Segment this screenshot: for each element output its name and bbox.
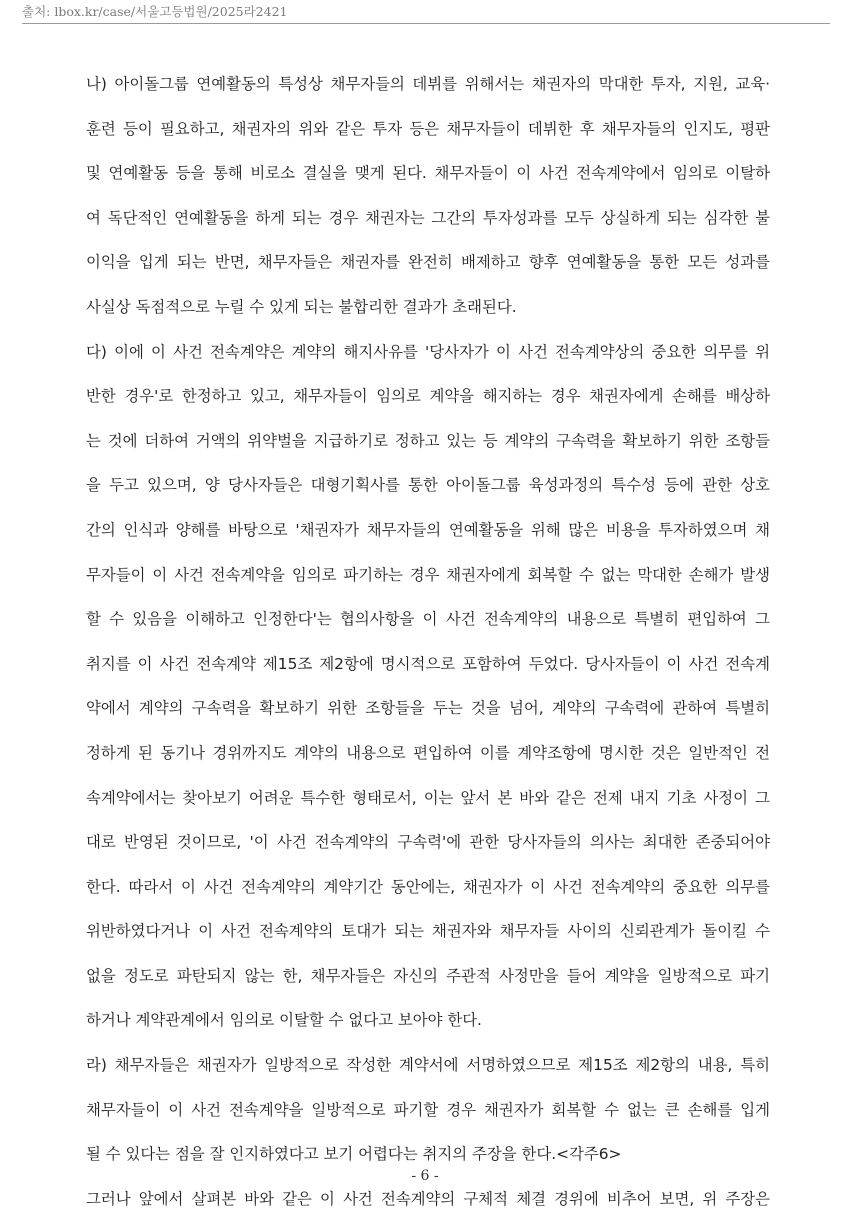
body-text-line: 이익을 입게 되는 반면, 채무자들은 채권자를 완전히 배제하고 향후 연예활동을 통한 모든 성과를 (86, 253, 770, 272)
body-text-line: 하거나 계약관계에서 임의로 이탈할 수 없다고 보아야 한다. (86, 1011, 482, 1030)
body-text-line: 는 것에 더하여 거액의 위약벌을 지급하기로 정하고 있는 등 계약의 구속력을 확보하기 위한 조항들 (86, 431, 770, 450)
body-text-line: 할 수 있음을 이해하고 인정한다'는 협의사항을 이 사건 전속계약의 내용으로 특별히 편입하여 그 (86, 610, 770, 629)
body-text-line: 대로 반영된 것이므로, '이 사건 전속계약의 구속력'에 관한 당사자들의 의사는 최대한 존중되어야 (86, 833, 770, 852)
body-text-line: 훈련 등이 필요하고, 채권자의 위와 같은 투자 등은 채무자들이 데뷔한 후 채무자들의 인지도, 평판 (86, 119, 770, 138)
body-text-line: 위반하였다거나 이 사건 전속계약의 토대가 되는 채권자와 채무자들 사이의 신뢰관계가 돌이킬 수 (86, 922, 770, 941)
body-text-line: 정하게 된 동기나 경위까지도 계약의 내용으로 편입하여 이를 계약조항에 명시한 것은 일반적인 전 (86, 743, 770, 762)
body-text-line: 무자들이 이 사건 전속계약을 임의로 파기하는 경우 채권자에게 회복할 수 없는 막대한 손해가 발생 (86, 565, 770, 584)
document-body (86, 69, 770, 1228)
body-text-line: 및 연예활동 등을 통해 비로소 결실을 맺게 된다. 채무자들이 이 사건 전속계약에서 임의로 이탈하 (86, 164, 770, 183)
body-text-line: 약에서 계약의 구속력을 확보하기 위한 조항들을 두는 것을 넘어, 계약의 구속력에 관하여 특별히 (86, 699, 770, 718)
body-text-line: 속계약에서는 찾아보기 어려운 특수한 형태로서, 이는 앞서 본 바와 같은 전제 내지 기초 사정이 그 (86, 788, 770, 807)
body-text-line: 한다. 따라서 이 사건 전속계약의 계약기간 동안에는, 채권자가 이 사건 전속계약의 중요한 의무를 (86, 877, 770, 896)
page-number: - 6 - (411, 1168, 439, 1184)
body-text-line: 여 독단적인 연예활동을 하게 되는 경우 채권자는 그간의 투자성과를 모두 상실하게 되는 심각한 불 (86, 208, 770, 227)
body-text-line: 취지를 이 사건 전속계약 제15조 제2항에 명시적으로 포함하여 두었다. 당사자들이 이 사건 전속계 (86, 654, 770, 673)
source-url-header: 출처: lbox.kr/case/서울고등법원/2025라2421 (22, 4, 288, 19)
body-text-line: 그러나 앞에서 살펴본 바와 같은 이 사건 전속계약의 구체적 체결 경위에 비추어 보면, 위 주장은 (86, 1189, 770, 1208)
body-text-line: 반한 경우'로 한정하고 있고, 채무자들이 임의로 계약을 해지하는 경우 채권자에게 손해를 배상하 (86, 387, 770, 406)
body-text-line: 채무자들이 이 사건 전속계약을 일방적으로 파기할 경우 채권자가 회복할 수 없는 큰 손해를 입게 (86, 1100, 770, 1119)
body-text-line: 사실상 독점적으로 누릴 수 있게 되는 불합리한 결과가 초래된다. (86, 297, 517, 316)
body-text-line: 간의 인식과 양해를 바탕으로 '채권자가 채무자들의 연예활동을 위해 많은 비용을 투자하였으며 채 (86, 520, 770, 539)
body-text-line: 을 두고 있으며, 양 당사자들은 대형기획사를 통한 아이돌그룹 육성과정의 특수성 등에 관한 상호 (86, 476, 770, 495)
body-text-line: 라) 채무자들은 채권자가 일방적으로 작성한 계약서에 서명하였으므로 제15조 제2항의 내용, 특히 (86, 1056, 770, 1075)
body-text-line: 다) 이에 이 사건 전속계약은 계약의 해지사유를 '당사자가 이 사건 전속계약상의 중요한 의무를 위 (86, 342, 770, 361)
body-text-line: 없을 정도로 파탄되지 않는 한, 채무자들은 자신의 주관적 사정만을 들어 계약을 일방적으로 파기 (86, 966, 770, 985)
body-text-line: 나) 아이돌그룹 연예활동의 특성상 채무자들의 데뷔를 위해서는 채권자의 막대한 투자, 지원, 교육· (86, 75, 770, 93)
header-divider (22, 23, 830, 24)
body-text-line: 될 수 있다는 점을 잘 인지하였다고 보기 어렵다는 취지의 주장을 한다.<각주6> (86, 1145, 622, 1164)
